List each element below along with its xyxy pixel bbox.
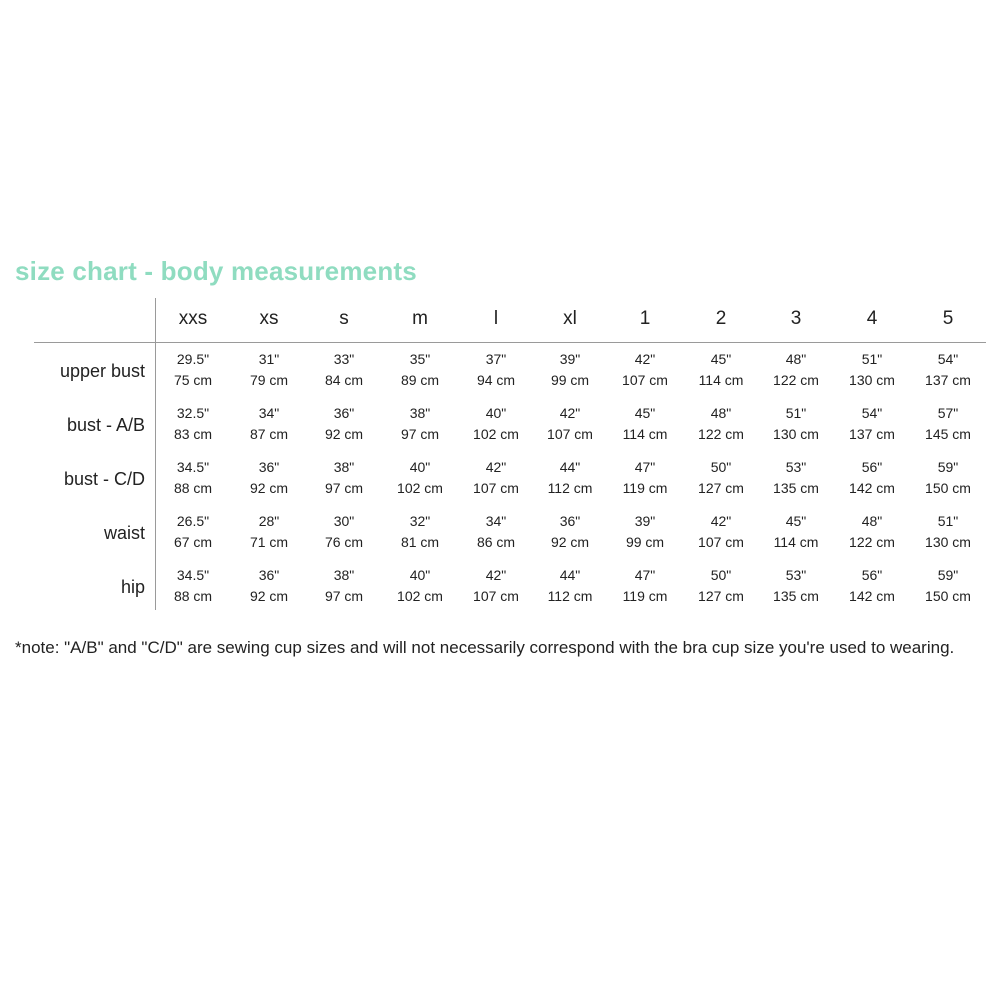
- cm-value: 112 cm: [547, 480, 593, 496]
- cm-value: 114 cm: [698, 372, 744, 388]
- table-cell: [910, 511, 986, 553]
- cm-value: 107 cm: [473, 588, 519, 604]
- column-header-4: 4: [866, 308, 878, 329]
- row-header-divider: [155, 298, 156, 610]
- table-cell: [758, 349, 834, 391]
- table-cell: [607, 457, 683, 499]
- column-header-3: 3: [790, 308, 802, 329]
- column-header-divider: [34, 342, 986, 343]
- chart-title: size chart - body measurements: [15, 256, 417, 286]
- cm-value: 97 cm: [324, 588, 364, 604]
- table-cell: [458, 349, 534, 391]
- inches-value: 45": [710, 351, 732, 367]
- table-cell: [231, 349, 307, 391]
- inches-value: 32": [409, 513, 431, 529]
- inches-value: 42": [634, 351, 656, 367]
- cm-value: 142 cm: [849, 480, 895, 496]
- table-cell: [306, 457, 382, 499]
- inches-value: 45": [634, 405, 656, 421]
- table-cell: [382, 565, 458, 607]
- cm-value: 127 cm: [698, 588, 744, 604]
- inches-value: 40": [409, 567, 431, 583]
- cm-value: 92 cm: [324, 426, 364, 442]
- cm-value: 92 cm: [249, 480, 289, 496]
- inches-value: 39": [634, 513, 656, 529]
- inches-value: 34.5": [176, 459, 210, 475]
- column-header-xxs: xxs: [178, 308, 208, 329]
- column-header-xl: xl: [563, 308, 577, 329]
- cm-value: 114 cm: [622, 426, 668, 442]
- inches-value: 35": [409, 351, 431, 367]
- row-label-bust-a-b: bust - A/B: [66, 415, 145, 435]
- cm-value: 122 cm: [698, 426, 744, 442]
- cm-value: 102 cm: [397, 588, 443, 604]
- inches-value: 42": [710, 513, 732, 529]
- table-cell: [231, 457, 307, 499]
- cm-value: 99 cm: [550, 372, 590, 388]
- table-cell: [155, 565, 231, 607]
- table-cell: [306, 349, 382, 391]
- inches-value: 36": [258, 459, 280, 475]
- inches-value: 32.5": [176, 405, 210, 421]
- table-cell: [834, 349, 910, 391]
- inches-value: 51": [861, 351, 883, 367]
- inches-value: 54": [937, 351, 959, 367]
- inches-value: 44": [559, 459, 581, 475]
- table-cell: [607, 565, 683, 607]
- column-header-1: 1: [639, 308, 651, 329]
- cm-value: 107 cm: [698, 534, 744, 550]
- inches-value: 47": [634, 567, 656, 583]
- table-cell: [306, 565, 382, 607]
- inches-value: 42": [485, 459, 507, 475]
- table-cell: [382, 349, 458, 391]
- table-cell: [231, 565, 307, 607]
- inches-value: 42": [559, 405, 581, 421]
- table-cell: [155, 457, 231, 499]
- column-header-m: m: [412, 308, 428, 329]
- cm-value: 71 cm: [249, 534, 289, 550]
- inches-value: 40": [485, 405, 507, 421]
- inches-value: 53": [785, 567, 807, 583]
- inches-value: 51": [937, 513, 959, 529]
- inches-value: 51": [785, 405, 807, 421]
- table-cell: [758, 457, 834, 499]
- table-cell: [683, 565, 759, 607]
- cm-value: 89 cm: [400, 372, 440, 388]
- table-cell: [532, 349, 608, 391]
- cm-value: 127 cm: [698, 480, 744, 496]
- inches-value: 44": [559, 567, 581, 583]
- row-label-upper-bust: upper bust: [59, 361, 145, 381]
- cm-value: 150 cm: [925, 588, 971, 604]
- table-cell: [758, 511, 834, 553]
- table-cell: [683, 403, 759, 445]
- cm-value: 112 cm: [547, 588, 593, 604]
- cm-value: 137 cm: [849, 426, 895, 442]
- column-header-l: l: [493, 308, 499, 329]
- inches-value: 36": [258, 567, 280, 583]
- cm-value: 76 cm: [324, 534, 364, 550]
- table-cell: [231, 403, 307, 445]
- table-cell: [532, 457, 608, 499]
- table-cell: [155, 511, 231, 553]
- inches-value: 48": [861, 513, 883, 529]
- cm-value: 107 cm: [622, 372, 668, 388]
- inches-value: 48": [785, 351, 807, 367]
- inches-value: 50": [710, 567, 732, 583]
- cm-value: 83 cm: [173, 426, 213, 442]
- table-cell: [306, 511, 382, 553]
- table-cell: [910, 403, 986, 445]
- table-cell: [532, 511, 608, 553]
- cm-value: 107 cm: [547, 426, 593, 442]
- inches-value: 42": [485, 567, 507, 583]
- table-cell: [758, 565, 834, 607]
- cm-value: 86 cm: [476, 534, 516, 550]
- table-cell: [382, 457, 458, 499]
- cm-value: 130 cm: [849, 372, 895, 388]
- inches-value: 31": [258, 351, 280, 367]
- inches-value: 29.5": [176, 351, 210, 367]
- cm-value: 150 cm: [925, 480, 971, 496]
- table-cell: [607, 349, 683, 391]
- table-cell: [758, 403, 834, 445]
- cm-value: 81 cm: [400, 534, 440, 550]
- table-cell: [306, 403, 382, 445]
- cm-value: 88 cm: [173, 588, 213, 604]
- inches-value: 45": [785, 513, 807, 529]
- table-cell: [458, 565, 534, 607]
- cm-value: 119 cm: [622, 480, 668, 496]
- inches-value: 47": [634, 459, 656, 475]
- inches-value: 38": [409, 405, 431, 421]
- table-cell: [532, 565, 608, 607]
- cm-value: 97 cm: [324, 480, 364, 496]
- cm-value: 130 cm: [925, 534, 971, 550]
- inches-value: 34.5": [176, 567, 210, 583]
- table-cell: [683, 511, 759, 553]
- cm-value: 107 cm: [473, 480, 519, 496]
- cm-value: 102 cm: [473, 426, 519, 442]
- table-cell: [683, 349, 759, 391]
- column-header-s: s: [339, 308, 349, 329]
- inches-value: 56": [861, 567, 883, 583]
- cm-value: 114 cm: [773, 534, 819, 550]
- table-cell: [834, 403, 910, 445]
- inches-value: 36": [333, 405, 355, 421]
- inches-value: 59": [937, 567, 959, 583]
- row-label-waist: waist: [103, 523, 145, 543]
- inches-value: 53": [785, 459, 807, 475]
- cm-value: 88 cm: [173, 480, 213, 496]
- cm-value: 142 cm: [849, 588, 895, 604]
- table-cell: [382, 403, 458, 445]
- cm-value: 102 cm: [397, 480, 443, 496]
- table-cell: [607, 403, 683, 445]
- column-header-5: 5: [942, 308, 954, 329]
- cm-value: 92 cm: [249, 588, 289, 604]
- table-cell: [458, 511, 534, 553]
- table-cell: [458, 403, 534, 445]
- inches-value: 56": [861, 459, 883, 475]
- table-cell: [910, 457, 986, 499]
- inches-value: 50": [710, 459, 732, 475]
- table-cell: [683, 457, 759, 499]
- cm-value: 97 cm: [400, 426, 440, 442]
- cm-value: 84 cm: [324, 372, 364, 388]
- inches-value: 54": [861, 405, 883, 421]
- table-cell: [834, 457, 910, 499]
- cm-value: 137 cm: [925, 372, 971, 388]
- cm-value: 119 cm: [622, 588, 668, 604]
- table-cell: [910, 565, 986, 607]
- inches-value: 26.5": [176, 513, 210, 529]
- footnote: *note: "A/B" and "C/D" are sewing cup sizes and will not necessarily correspond with the bra cup size you're used to wearing.: [15, 638, 955, 657]
- cm-value: 122 cm: [773, 372, 819, 388]
- cm-value: 130 cm: [773, 426, 819, 442]
- cm-value: 122 cm: [849, 534, 895, 550]
- table-cell: [607, 511, 683, 553]
- inches-value: 34": [258, 405, 280, 421]
- inches-value: 57": [937, 405, 959, 421]
- inches-value: 39": [559, 351, 581, 367]
- table-cell: [382, 511, 458, 553]
- cm-value: 87 cm: [249, 426, 289, 442]
- cm-value: 145 cm: [925, 426, 971, 442]
- column-header-xs: xs: [259, 308, 279, 329]
- table-cell: [458, 457, 534, 499]
- cm-value: 135 cm: [773, 588, 819, 604]
- cm-value: 75 cm: [173, 372, 213, 388]
- inches-value: 28": [258, 513, 280, 529]
- cm-value: 92 cm: [550, 534, 590, 550]
- cm-value: 99 cm: [625, 534, 665, 550]
- row-label-hip: hip: [120, 577, 145, 597]
- inches-value: 36": [559, 513, 581, 529]
- row-label-bust-c-d: bust - C/D: [63, 469, 145, 489]
- table-cell: [155, 349, 231, 391]
- inches-value: 40": [409, 459, 431, 475]
- inches-value: 37": [485, 351, 507, 367]
- table-cell: [155, 403, 231, 445]
- table-cell: [834, 511, 910, 553]
- table-cell: [834, 565, 910, 607]
- inches-value: 38": [333, 459, 355, 475]
- cm-value: 94 cm: [476, 372, 516, 388]
- table-cell: [910, 349, 986, 391]
- cm-value: 135 cm: [773, 480, 819, 496]
- table-cell: [231, 511, 307, 553]
- cm-value: 67 cm: [173, 534, 213, 550]
- inches-value: 34": [485, 513, 507, 529]
- column-header-2: 2: [715, 308, 727, 329]
- inches-value: 59": [937, 459, 959, 475]
- table-cell: [532, 403, 608, 445]
- cm-value: 79 cm: [249, 372, 289, 388]
- inches-value: 33": [333, 351, 355, 367]
- inches-value: 38": [333, 567, 355, 583]
- inches-value: 48": [710, 405, 732, 421]
- inches-value: 30": [333, 513, 355, 529]
